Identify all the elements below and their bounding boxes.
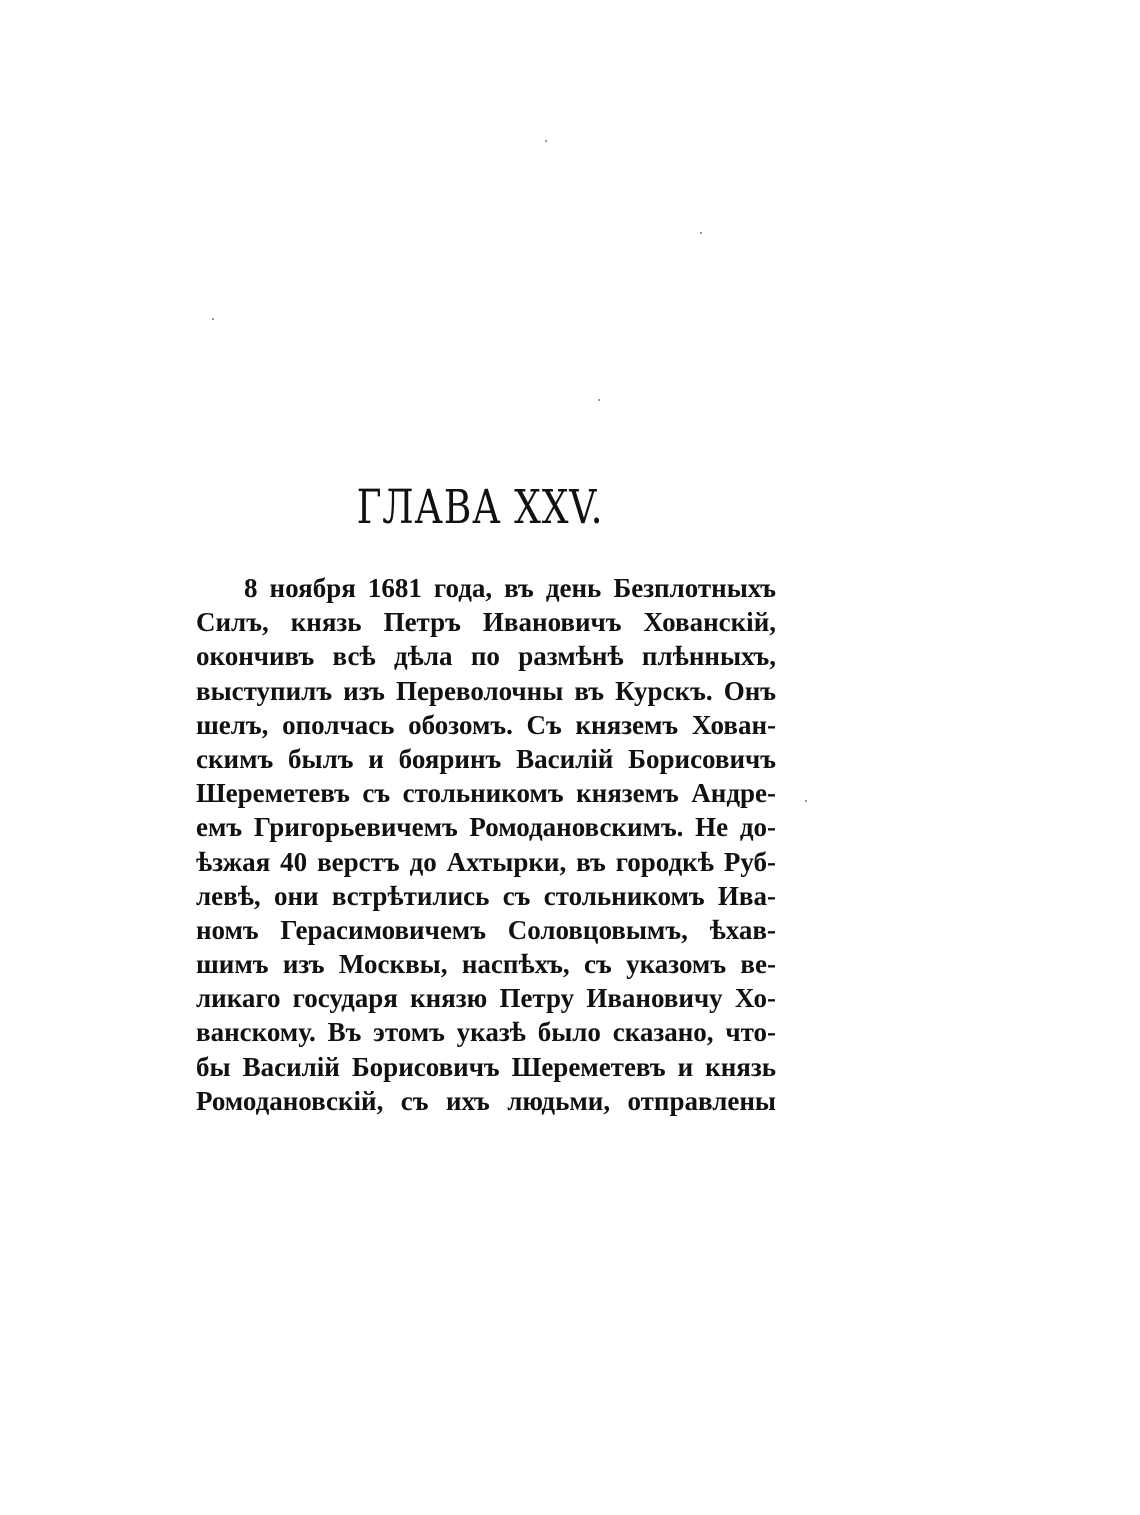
- scan-speck: [700, 232, 702, 234]
- text-line: скимъ былъ и бояринъ Василій Борисовичъ: [196, 743, 776, 774]
- text-line: номъ Герасимовичемъ Соловцовымъ, ѣхав-: [196, 914, 776, 945]
- text-line: Шереметевъ съ стольникомъ княземъ Андре-: [196, 778, 776, 809]
- text-line: окончивъ всѣ дѣла по размѣнѣ плѣнныхъ,: [196, 641, 776, 672]
- text-line: шелъ, ополчась обозомъ. Съ княземъ Хован-: [196, 709, 776, 740]
- text-line: левѣ, они встрѣтились съ стольникомъ Ива-: [196, 880, 776, 911]
- chapter-title: ГЛАВА XXV.: [356, 480, 604, 535]
- text-line: емъ Григорьевичемъ Ромодановскимъ. Не до-: [196, 812, 776, 843]
- text-line: ликаго государя князю Петру Ивановичу Хо-: [196, 983, 776, 1014]
- text-line: Ромодановскій, съ ихъ людьми, отправлены: [196, 1085, 776, 1116]
- text-line: 8 ноября 1681 года, въ день Безплотныхъ: [244, 573, 776, 603]
- text-line: шимъ изъ Москвы, наспѣхъ, съ указомъ ве-: [196, 949, 776, 980]
- scan-speck: [212, 318, 214, 320]
- text-line: ванскому. Въ этомъ указѣ было сказано, что-: [196, 1017, 776, 1048]
- text-line: ѣзжая 40 верстъ до Ахтырки, въ городкѣ Руб-: [196, 846, 776, 877]
- text-line: бы Василій Борисовичъ Шереметевъ и князь: [196, 1051, 776, 1082]
- scan-speck: [805, 800, 807, 802]
- chapter-paragraph: [196, 571, 776, 1118]
- text-line: Силъ, князь Петръ Ивановичъ Хованскій,: [196, 607, 776, 638]
- text-line: выступилъ изъ Переволочны въ Курскъ. Онъ: [196, 675, 776, 706]
- scan-speck: [545, 140, 547, 142]
- scan-speck: [598, 399, 600, 401]
